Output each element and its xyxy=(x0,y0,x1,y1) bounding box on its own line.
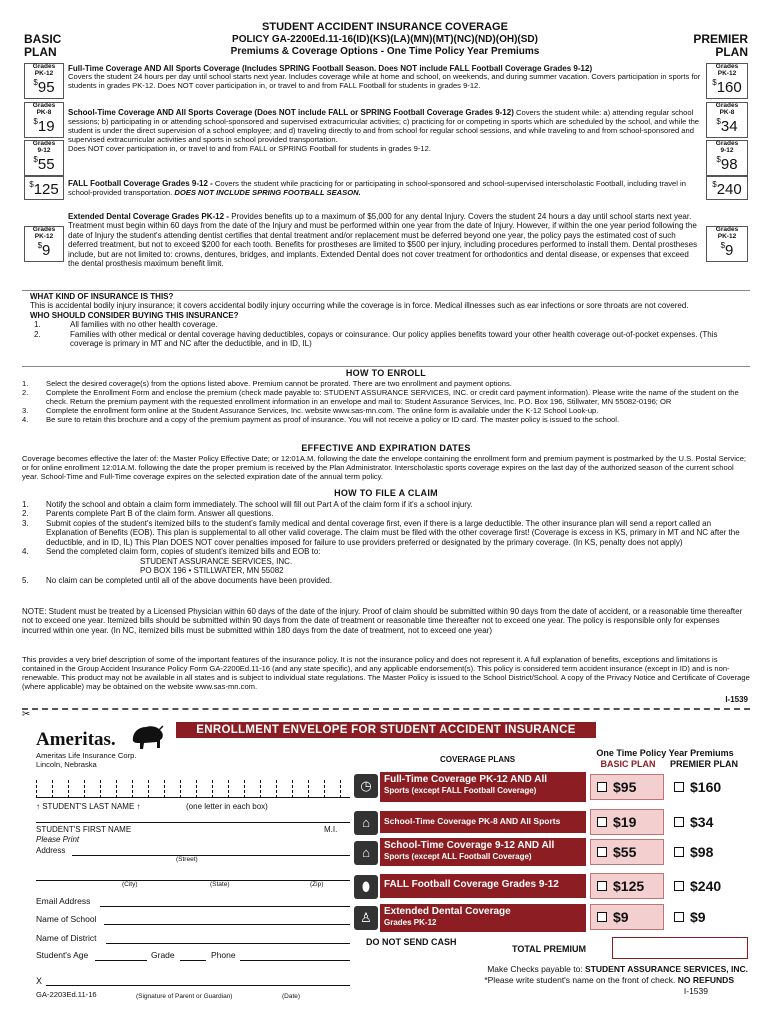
effective-heading: EFFECTIVE AND EXPIRATION DATES xyxy=(301,443,471,453)
city-hint: (City) xyxy=(122,881,138,888)
grade-range: PK-12 xyxy=(34,69,54,77)
option-price: $19 xyxy=(613,813,637,830)
plan-schooltime-912 xyxy=(380,838,586,866)
checkbox[interactable] xyxy=(597,782,607,792)
checkbox[interactable] xyxy=(674,817,684,827)
basic-price-box-schooltime-912 xyxy=(24,140,64,176)
basic-price-box-dental xyxy=(24,226,64,262)
grade-range: 9-12 xyxy=(37,146,51,154)
please-print-label: Please Print xyxy=(36,835,80,844)
first-name-line[interactable] xyxy=(36,822,350,823)
checkbox[interactable] xyxy=(674,881,684,891)
list-item xyxy=(22,519,750,547)
list-text: Families with other medical or dental coverage having deductibles, copays or coinsurance. Our policy applies benefits toward your other health coverage out-of-pocket expenses. (This coverage is primary in MT and NC after the deductible, and in ID, IL) xyxy=(70,329,718,349)
zip-hint: (Zip) xyxy=(310,881,324,888)
price-value: $9 xyxy=(720,240,734,259)
checks-payee: STUDENT ASSURANCE SERVICES, INC. xyxy=(585,964,748,974)
plan-title: Full-Time Coverage PK-12 AND All xyxy=(384,774,547,785)
checkbox[interactable] xyxy=(597,881,607,891)
list-number: 3. xyxy=(22,518,29,528)
coverage-body: Covers the student while practicing for or participating in school-sponsored and school-supervised interscholastic Football, including travel in school-provided transportation. xyxy=(68,179,686,197)
list-item xyxy=(22,509,750,518)
coverage-title: Full-Time Coverage AND All Sports Coverage (Includes SPRING Football Season. Does NOT include FALL Football Coverage Grades 9-12) xyxy=(68,64,593,73)
grade-field[interactable] xyxy=(180,960,206,961)
signature-x: X xyxy=(36,976,43,986)
claim-heading: HOW TO FILE A CLAIM xyxy=(334,488,438,498)
coverage-body: Provides benefits up to a maximum of $5,000 for any dental Injury. Covers the student 24 hours a day until school starts next year. Treatment must begin within 60 days from the date of the Injury and must be performed within one year from the date of Injury. However, if within the one year period following the date of Injury the student's attending dentist certifies that dental treatment and/or replacement must be deferred beyond one year, the policy pays the estimated cost of such deferred treatment, but not to exceed $200 for each tooth. Benefits for prostheses are limited to $500 per injury, including procedures performed to install them. Dental prostheses include, but are not limited to: crowns, dentures, bridges, and implants. Extended Dental does not cover treatment for orthodontics and dental disease, or expenses that exceed the dental prosthesis maximum benefit limit. xyxy=(68,212,698,269)
list-text: Parents complete Part B of the claim form. Answer all questions. xyxy=(46,509,274,519)
option-price: $125 xyxy=(613,877,645,894)
last-name-label: ↑ STUDENT'S LAST NAME ↑ xyxy=(36,802,141,811)
basic-price-box-schooltime-pk8 xyxy=(24,102,64,138)
phone-label: Phone xyxy=(211,950,236,960)
premier-dental-option[interactable] xyxy=(668,904,748,930)
price-value: $9 xyxy=(37,240,51,259)
school-field[interactable] xyxy=(104,924,350,925)
grade-label: Grades xyxy=(32,102,56,109)
list-text: Send the completed claim form, copies of student's itemized bills and EOB to: xyxy=(46,547,321,557)
football-icon: ⬮ xyxy=(354,875,378,899)
school-icon: ⌂ xyxy=(354,811,378,835)
plan-fulltime xyxy=(380,772,586,802)
document-header xyxy=(150,21,620,58)
list-text: All families with no other health coverage. xyxy=(70,320,218,330)
premier-football-option[interactable] xyxy=(668,873,748,899)
list-item xyxy=(22,557,750,566)
option-price: $240 xyxy=(690,877,722,894)
option-price: $55 xyxy=(613,843,637,860)
price-value: $95 xyxy=(33,77,55,96)
plan-subtitle: Grades PK-12 xyxy=(384,917,437,927)
list-text: Complete the Enrollment Form and enclose the premium (check made payable to: STUDENT ASSURANCE SERVICES, INC. or credit card payment information). Please write the name of the student on the check. Return the premium payment with the requested enrollment information in an envelope and mail to: Student Assurance Services, Inc. P.O. Box 196, Stillwater, MN 55082-0196; OR xyxy=(46,387,739,406)
note-text: NOTE: Student must be treated by a Licensed Physician within 60 days of the date of the injury. Proof of claim should be submitted within 90 days from the date of accident, or a reasonable time thereafter not to exceed one year. Itemized bills should be submitted within 90 days from the date of treatment or reasonable time thereafter not to exceed one year. The policy is responsible only for expenses incurred within one year. (In NC, itemized bills must be submitted within 180 days from the date of treatment, not to exceed one year) xyxy=(22,607,743,635)
grade-range: PK-12 xyxy=(717,232,737,240)
basic-schooltime-pk8-option[interactable] xyxy=(590,809,664,835)
total-premium-field[interactable] xyxy=(612,937,748,959)
age-label: Student's Age xyxy=(36,950,89,960)
total-premium-label: TOTAL PREMIUM xyxy=(512,944,586,954)
option-price: $9 xyxy=(613,908,629,925)
list-text: PO BOX 196 • STILLWATER, MN 55082 xyxy=(140,566,284,576)
grade-label: Grades xyxy=(715,63,739,70)
plan-subtitle: Sports (except FALL Football Coverage) xyxy=(384,785,537,795)
list-text: Submit copies of the student's itemized bills to the student's family medical and dental coverage first, even if there is a large deductible. The other insurance plan will send a report called an Explanation of Benefits (EOB). This plan is supplemental to all other valid coverage. The claim must be filed with the other coverage first! (Coverage is excess in KS, primary in MT and NC after the deductible, and in ID, IL) This Plan DOES NOT cover penalties imposed for failure to use providers preferred or designated by the primary coverage. (In KS, penalty does not apply) xyxy=(46,518,740,547)
list-text: Notify the school and obtain a claim form immediately. The school will fill out Part A of the claim form if it's a school injury. xyxy=(46,500,473,509)
list-item xyxy=(22,416,750,425)
coverage-football xyxy=(68,179,702,198)
grade-range: 9-12 xyxy=(720,146,734,154)
plan-title: School-Time Coverage PK-8 AND All Sports xyxy=(384,816,561,826)
grade-label: Grade xyxy=(151,950,175,960)
basic-football-option[interactable] xyxy=(590,873,664,899)
coverage-body: Covers the student 24 hours per day until school starts next year. Includes coverage while at home and school, on weekends, and during summer vacation. Covers participation in sports for students in grades PK-12. Does NOT cover participation in, or travel to and from FALL Football for students in grades 9-12. xyxy=(68,72,701,91)
coverage-plans-heading: COVERAGE PLANS xyxy=(440,755,516,764)
price-value: $98 xyxy=(716,154,738,173)
option-price: $160 xyxy=(690,778,722,795)
coverage-text xyxy=(68,108,702,145)
disclaimer-text: This provides a very brief description of some of the important features of the insurance policy. It is not the insurance policy and does not represent it. A full explanation of benefits, exceptions and limitations is contained in the Group Accident Insurance Policy Form GA-2200Ed.11-16 (and any state specific), and any applicable endorsement(s). This policy is considered term accident insurance (except in ID) and is non-renewable. This product may not be available in all states and is subject to individual state regulations. The Master Policy is issued to the School District/School. A copy of the Privacy Notice and Certificate of Coverage (where applicable) may be obtained on the website www.sas-mn.com. xyxy=(22,655,750,691)
list-item xyxy=(22,389,750,407)
list-text: STUDENT ASSURANCE SERVICES, INC. xyxy=(140,556,293,566)
checkbox[interactable] xyxy=(597,847,607,857)
list-item xyxy=(22,500,750,509)
email-label: Email Address xyxy=(36,896,91,906)
checks-label: Make Checks payable to: xyxy=(487,964,583,974)
state-hint: (State) xyxy=(210,881,230,888)
clock-icon: ◷ xyxy=(354,774,378,798)
address-field[interactable] xyxy=(72,855,350,856)
premier-price-box-dental xyxy=(706,226,748,262)
grade-range: PK-8 xyxy=(36,108,52,116)
age-field[interactable] xyxy=(95,960,147,961)
answer-text: This is accidental bodily injury insurance; it covers accidental bodily injury occurring while the coverage is in force. Medical illnesses such as ear infections or sore throats are not covered. xyxy=(30,301,689,311)
no-cash-notice: DO NOT SEND CASH xyxy=(366,937,457,947)
address-label: Address xyxy=(36,846,66,855)
effective-body: Coverage becomes effective the later of: the Master Policy Effective Date; or 12:01A.M. following the date the envelope containing the enrollment form and premium payment is postmarked by the U.S. Postal Service; or for online enrollment 12:01A.M. following the date the proper premium is received by the Plan Administrator. Interscholastic sports coverage expires on the last day of the authorized season of the current school year. School-Time and Full-Time coverage expires on the selected expiration date of the annual term policy. xyxy=(22,454,747,481)
list-number: 1. xyxy=(34,320,41,330)
price-value: $160 xyxy=(712,77,742,96)
coverage-schooltime xyxy=(68,108,702,154)
option-price: $9 xyxy=(690,908,706,925)
school-label: Name of School xyxy=(36,914,97,924)
coverage-dental xyxy=(68,212,702,269)
form-number: GA-2203Ed.11-16 xyxy=(36,990,97,999)
list-text: Complete the enrollment form online at the Student Assurance Services, Inc. website www.sas-mn.com. The online form is available under the K-12 School Look-up. xyxy=(46,405,599,415)
enroll-list xyxy=(22,380,750,425)
city-state-zip-line[interactable] xyxy=(36,880,350,881)
premier-schooltime-pk8-option[interactable] xyxy=(668,809,748,835)
page-title: STUDENT ACCIDENT INSURANCE COVERAGE xyxy=(262,21,508,33)
grade-label: Grades xyxy=(32,63,56,70)
write-name-note xyxy=(380,975,734,985)
list-number: 1. xyxy=(22,500,29,509)
price-value: $55 xyxy=(33,154,55,173)
list-number: 4. xyxy=(22,414,29,424)
question-heading: WHAT KIND OF INSURANCE IS THIS? xyxy=(30,292,174,301)
date-hint: (Date) xyxy=(282,993,301,1000)
mi-label: M.I. xyxy=(324,825,338,834)
list-number xyxy=(22,566,140,575)
premier-schooltime-912-option[interactable] xyxy=(668,839,748,865)
coverage-title: Extended Dental Coverage Grades PK-12 - xyxy=(68,212,229,221)
coverage-title: FALL Football Coverage Grades 9-12 - xyxy=(68,179,213,188)
plan-subtitle: Sports (except ALL Football Coverage) xyxy=(384,851,532,861)
list-item xyxy=(22,566,750,575)
list-text: Be sure to retain this brochure and a copy of the premium payment as proof of insurance. You will not receive a policy or ID card. The master policy is issued to the school. xyxy=(46,414,620,424)
bison-logo-icon xyxy=(130,721,166,751)
grade-label: Grades xyxy=(715,226,739,233)
no-refunds: NO REFUNDS xyxy=(677,975,734,985)
premier-price-box-schooltime-pk8 xyxy=(706,102,748,138)
list-item xyxy=(30,320,748,329)
premier-price-box-fulltime xyxy=(706,63,748,99)
plan-title: School-Time Coverage 9-12 AND All xyxy=(384,840,555,851)
price-value: $125 xyxy=(29,180,59,198)
email-field[interactable] xyxy=(100,906,350,907)
checkbox[interactable] xyxy=(674,847,684,857)
form-id-bottom: I-1539 xyxy=(683,986,708,996)
policy-number: POLICY GA-2200Ed.11-16(ID)(KS)(LA)(MN)(MT)(NC)(ND)(OH)(SD) xyxy=(232,33,538,45)
price-value: $19 xyxy=(33,116,55,135)
grade-label: Grades xyxy=(32,140,56,147)
checkbox[interactable] xyxy=(674,912,684,922)
basic-plan-line1: BASIC xyxy=(24,32,62,46)
list-number: 1. xyxy=(22,379,29,388)
plan-title: FALL Football Coverage Grades 9-12 xyxy=(384,879,559,890)
list-item xyxy=(22,576,750,585)
list-number: 5. xyxy=(22,575,29,585)
coverage-title: School-Time Coverage AND All Sports Coverage (Does NOT include FALL or SPRING Football Coverage Grades 9-12) xyxy=(68,108,514,117)
question-heading: WHO SHOULD CONSIDER BUYING THIS INSURANCE? xyxy=(30,310,239,320)
checks-payable xyxy=(380,964,748,974)
form-id-top: I-1539 xyxy=(725,695,748,704)
price-value: $34 xyxy=(716,116,738,135)
signature-field[interactable] xyxy=(46,985,350,986)
what-kind-section xyxy=(30,292,748,349)
logo-location: Lincoln, Nebraska xyxy=(36,760,97,769)
premier-price-box-football xyxy=(706,176,748,200)
ameritas-logo xyxy=(36,725,166,771)
grade-label: Grades xyxy=(715,140,739,147)
premier-price-box-schooltime-912 xyxy=(706,140,748,176)
plan-schooltime-pk8 xyxy=(380,811,586,833)
list-number: 2. xyxy=(22,509,29,519)
price-value: $240 xyxy=(712,180,742,198)
divider xyxy=(22,290,750,291)
scissors-icon: ✂ xyxy=(22,709,31,720)
checkbox[interactable] xyxy=(597,817,607,827)
envelope-title: ENROLLMENT ENVELOPE FOR STUDENT ACCIDENT INSURANCE xyxy=(176,722,596,738)
basic-plan-label xyxy=(24,33,61,59)
basic-dental-option[interactable] xyxy=(590,904,664,930)
list-item xyxy=(22,547,750,556)
logo-company: Ameritas Life Insurance Corp. xyxy=(36,751,137,760)
coverage-exclusion: DOES NOT INCLUDE SPRING FOOTBALL SEASON. xyxy=(174,187,361,197)
coverage-body: Covers the student while: a) attending regular school sessions; b) participating in or attending school-sponsored and supervised extracurricular activities; c) practicing for or competing in sports which are scheduled by the school, and while the student is under the direct supervision of a school employee; and d) traveling directly to and from school for regular school sessions, and while traveling to and from school-sponsored and supervised extracurricular activities and sports in school provided transportation. xyxy=(68,108,700,144)
enroll-heading: HOW TO ENROLL xyxy=(345,368,427,378)
list-text: Select the desired coverage(s) from the options listed above. Premium cannot be prorated. There are two enrollment and payment options. xyxy=(46,379,512,388)
logo-name: Ameritas. xyxy=(36,729,116,750)
option-price: $34 xyxy=(690,813,714,830)
grade-range: PK-12 xyxy=(34,232,54,240)
grade-range: PK-12 xyxy=(717,69,737,77)
cut-line xyxy=(22,708,750,710)
basic-schooltime-912-option[interactable] xyxy=(590,839,664,865)
list-text: No claim can be completed until all of the above documents have been provided. xyxy=(46,575,332,585)
plan-fall-football xyxy=(380,874,586,898)
basic-price-box-fulltime xyxy=(24,63,64,99)
list-number: 4. xyxy=(22,547,29,557)
checkbox[interactable] xyxy=(597,912,607,922)
grade-label: Grades xyxy=(32,226,56,233)
list-number: 2. xyxy=(34,329,41,339)
tooth-icon: ♙ xyxy=(354,906,378,930)
grade-label: Grades xyxy=(715,102,739,109)
phone-field[interactable] xyxy=(240,960,350,961)
premier-plan-line2: PLAN xyxy=(715,45,748,60)
coverage-fulltime xyxy=(68,64,702,91)
street-hint: (Street) xyxy=(176,856,198,863)
signature-hint: (Signature of Parent or Guardian) xyxy=(136,993,233,1000)
option-price: $95 xyxy=(613,778,637,795)
coverage-body-exclusion: Does NOT cover participation in, or travel to and from FALL or SPRING Football for students in grades 9-12. xyxy=(68,143,431,153)
one-letter-hint: (one letter in each box) xyxy=(186,802,268,811)
basic-fulltime-option[interactable] xyxy=(590,774,664,800)
last-name-boxes[interactable] xyxy=(36,776,350,798)
basic-plan-col-heading: BASIC PLAN xyxy=(600,759,656,769)
basic-price-box-football xyxy=(24,176,64,200)
plan-title: Extended Dental Coverage xyxy=(384,906,511,917)
claim-list xyxy=(22,500,750,585)
list-number: 2. xyxy=(22,387,29,397)
grade-range: PK-8 xyxy=(719,108,735,116)
checkbox[interactable] xyxy=(674,782,684,792)
list-item xyxy=(30,330,748,349)
list-number: 3. xyxy=(22,405,29,415)
plan-dental xyxy=(380,904,586,932)
option-price: $98 xyxy=(690,843,714,860)
premier-plan-col-heading: PREMIER PLAN xyxy=(669,759,738,769)
page-subtitle: Premiums & Coverage Options - One Time Policy Year Premiums xyxy=(230,45,540,57)
premier-plan-line1: PREMIER xyxy=(693,32,748,46)
district-label: Name of District xyxy=(36,933,97,943)
premier-fulltime-option[interactable] xyxy=(668,774,748,800)
first-name-label: STUDENT'S FIRST NAME xyxy=(36,825,132,834)
divider xyxy=(22,366,750,367)
school-icon: ⌂ xyxy=(354,841,378,865)
district-field[interactable] xyxy=(106,943,350,944)
write-name-text: *Please write student's name on the front of check. xyxy=(484,975,676,985)
premier-plan-label xyxy=(680,33,748,59)
basic-plan-line2: PLAN xyxy=(24,45,57,60)
premiums-heading: One Time Policy Year Premiums xyxy=(596,748,734,758)
list-number xyxy=(22,557,140,566)
